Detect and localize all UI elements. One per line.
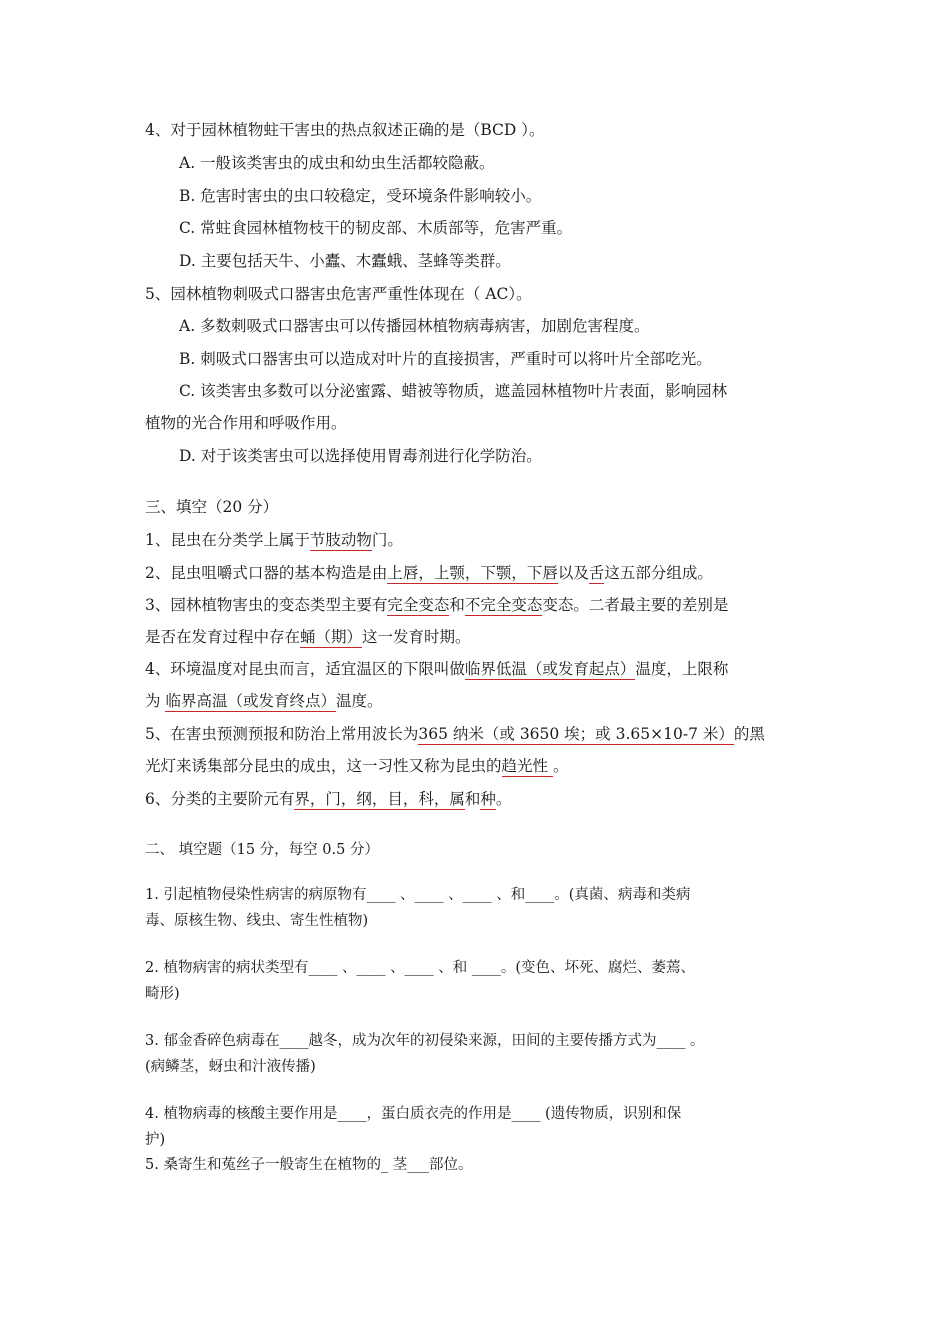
fill2-q1-line1: 1. 引起植物侵染性病害的病原物有____ 、____ 、____ 、和____。(真菌、病毒和类病 bbox=[145, 887, 691, 903]
fill2-q3-line2: (病鳞茎，蚜虫和汁液传播) bbox=[145, 1059, 316, 1075]
fill2-q4-line1: 4. 植物病毒的核酸主要作用是____，蛋白质衣壳的作用是____ (遗传物质，识别和保 bbox=[145, 1106, 682, 1122]
fill-q4-line1: 4、环境温度对昆虫而言，适宜温区的下限叫做临界低温（或发育起点）温度，上限称 bbox=[145, 660, 729, 678]
section-heading-fill-15: 二、 填空题（15 分，每空 0.5 分） bbox=[145, 842, 379, 858]
mc-q4-option-a: A. 一般该类害虫的成虫和幼虫生活都较隐蔽。 bbox=[179, 154, 495, 172]
answer-underlined: 节肢动物 bbox=[309, 531, 372, 549]
answer-underlined: 种 bbox=[480, 790, 496, 808]
fill-q1: 1、昆虫在分类学上属于节肢动物门。 bbox=[145, 531, 403, 549]
answer-underlined: 不完全变态 bbox=[464, 596, 543, 614]
mc-q5-option-d: D. 对于该类害虫可以选择使用胃毒剂进行化学防治。 bbox=[179, 447, 542, 465]
mc-q5-stem: 5、园林植物刺吸式口器害虫危害严重性体现在（ AC）。 bbox=[145, 285, 532, 303]
mc-q5-option-a: A. 多数刺吸式口器害虫可以传播园林植物病毒病害，加剧危害程度。 bbox=[179, 317, 650, 335]
answer-underlined: 临界低温（或发育起点） bbox=[464, 660, 636, 678]
fill2-q2-line1: 2. 植物病害的病状类型有____ 、____ 、____ 、和 ____。(变色、坏死、腐烂、萎蔫、 bbox=[145, 960, 696, 976]
mc-q5-option-c-cont: 植物的光合作用和呼吸作用。 bbox=[145, 414, 347, 432]
fill2-q3-line1: 3. 郁金香碎色病毒在____越冬，成为次年的初侵染来源，田间的主要传播方式为____ 。 bbox=[145, 1033, 705, 1049]
fill-q6: 6、分类的主要阶元有界，门，纲，目，科，属和种。 bbox=[145, 790, 512, 808]
fill2-q5: 5. 桑寄生和菟丝子一般寄生在植物的_ 茎___部位。 bbox=[145, 1157, 473, 1173]
fill-q4-line2: 为 临界高温（或发育终点）温度。 bbox=[145, 692, 383, 710]
answer-underlined: 365 纳米（或 3650 埃；或 3.65×10-7 米） bbox=[418, 725, 734, 743]
answer-underlined: 舌 bbox=[588, 564, 605, 582]
mc-q5-option-c: C. 该类害虫多数可以分泌蜜露、蜡被等物质，遮盖园林植物叶片表面，影响园林 bbox=[179, 382, 728, 400]
answer-underlined: 界，门，纲，目，科，属 bbox=[294, 790, 465, 808]
fill2-q2-line2: 畸形) bbox=[145, 986, 180, 1002]
fill-q5-line2: 光灯来诱集部分昆虫的成虫，这一习性又称为昆虫的趋光性 。 bbox=[145, 757, 569, 775]
fill2-q4-line2: 护) bbox=[145, 1132, 166, 1148]
mc-q4-stem: 4、对于园林植物蛀干害虫的热点叙述正确的是（BCD ）。 bbox=[145, 121, 545, 139]
fill-q2: 2、昆虫咀嚼式口器的基本构造是由上唇，上颚，下颚，下唇以及舌这五部分组成。 bbox=[145, 564, 713, 582]
mc-q4-option-b: B. 危害时害虫的虫口较稳定，受环境条件影响较小。 bbox=[179, 187, 542, 205]
fill2-q1-line2: 毒、原核生物、线虫、寄生性植物) bbox=[145, 913, 369, 929]
fill-q3-line2: 是否在发育过程中存在蛹（期）这一发育时期。 bbox=[145, 628, 471, 646]
answer-underlined: 上唇，上颚，下颚，下唇 bbox=[387, 564, 558, 582]
section-heading-fill-20: 三、填空（20 分） bbox=[145, 498, 279, 516]
mc-q5-option-b: B. 刺吸式口器害虫可以造成对叶片的直接损害，严重时可以将叶片全部吃光。 bbox=[179, 350, 712, 368]
fill-q3-line1: 3、园林植物害虫的变态类型主要有完全变态和不完全变态变态。二者最主要的差别是 bbox=[145, 596, 729, 614]
fill-q5-line1: 5、在害虫预测预报和防治上常用波长为365 纳米（或 3650 埃；或 3.65×10-7 米）的黑 bbox=[145, 725, 765, 743]
mc-q4-option-d: D. 主要包括天牛、小蠹、木蠹蛾、茎蜂等类群。 bbox=[179, 252, 511, 270]
mc-q4-option-c: C. 常蛀食园林植物枝干的韧皮部、木质部等，危害严重。 bbox=[179, 219, 573, 237]
answer-underlined: 蛹（期） bbox=[300, 628, 363, 646]
answer-underlined: 完全变态 bbox=[387, 596, 450, 614]
answer-underlined: 趋光性 bbox=[501, 757, 553, 775]
answer-underlined: 临界高温（或发育终点） bbox=[165, 692, 336, 710]
